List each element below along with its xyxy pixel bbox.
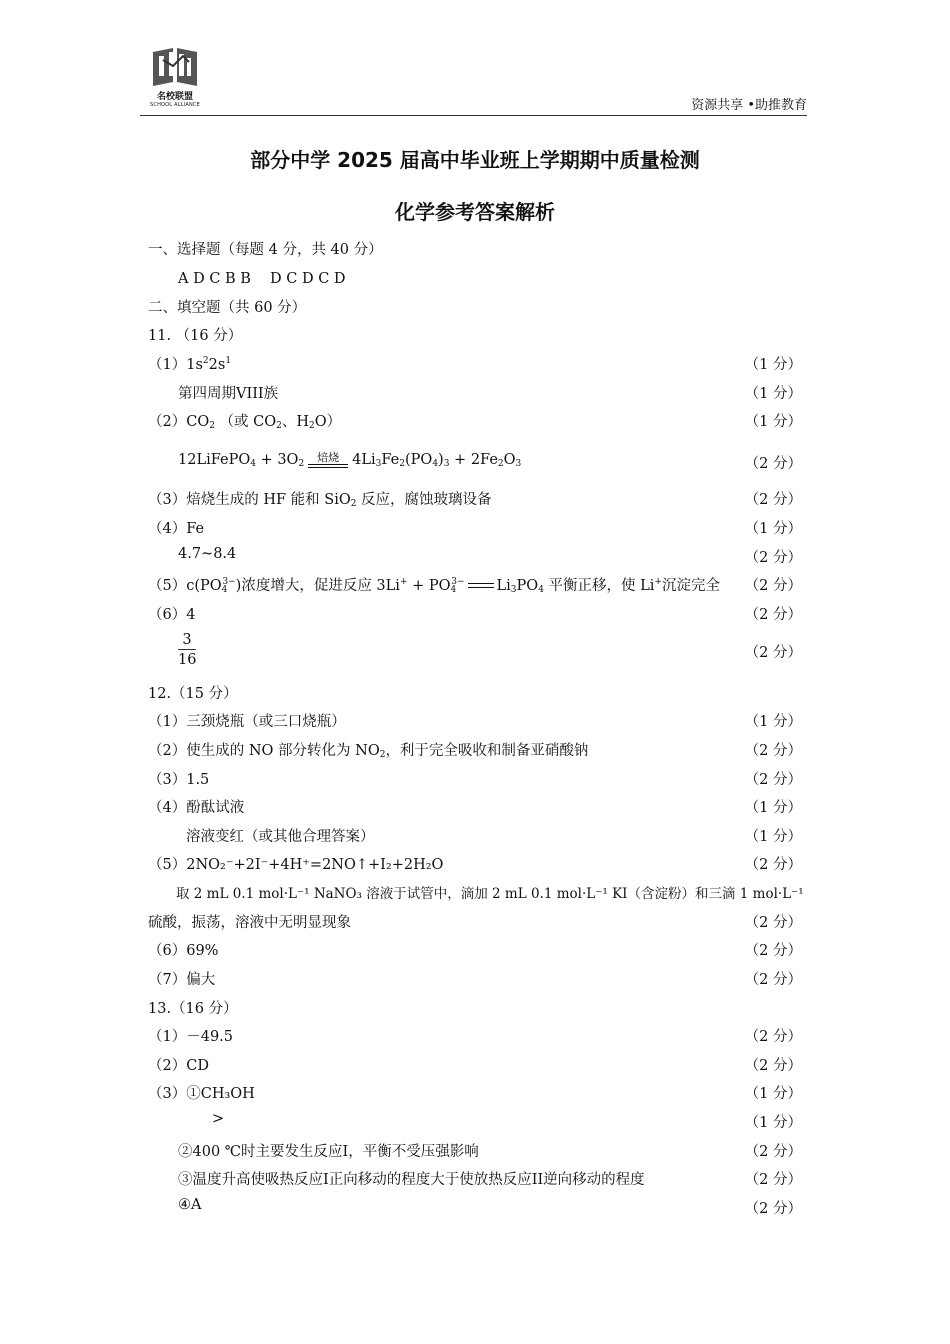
header-slogan: 资源共享 •助推教育 (691, 98, 807, 113)
equilibrium-arrow (468, 582, 494, 590)
logo-chinese-text: 名校联盟 (156, 92, 193, 102)
header-divider (140, 115, 807, 116)
fraction: $\frac{3}{16}$ (178, 632, 197, 668)
q11-part6b: $\frac{3}{16}$ （2 分） (178, 632, 802, 668)
reaction-arrow: 焙烧 (308, 452, 348, 468)
school-alliance-logo (140, 42, 210, 116)
book-logo-icon (149, 42, 201, 88)
logo-english-text: SCHOOL ALLIANCE (150, 102, 200, 108)
page-subtitle: 化学参考答案解析 (395, 200, 555, 224)
page-title: 部分中学 2025 届高中毕业班上学期期中质量检测 (250, 148, 700, 172)
